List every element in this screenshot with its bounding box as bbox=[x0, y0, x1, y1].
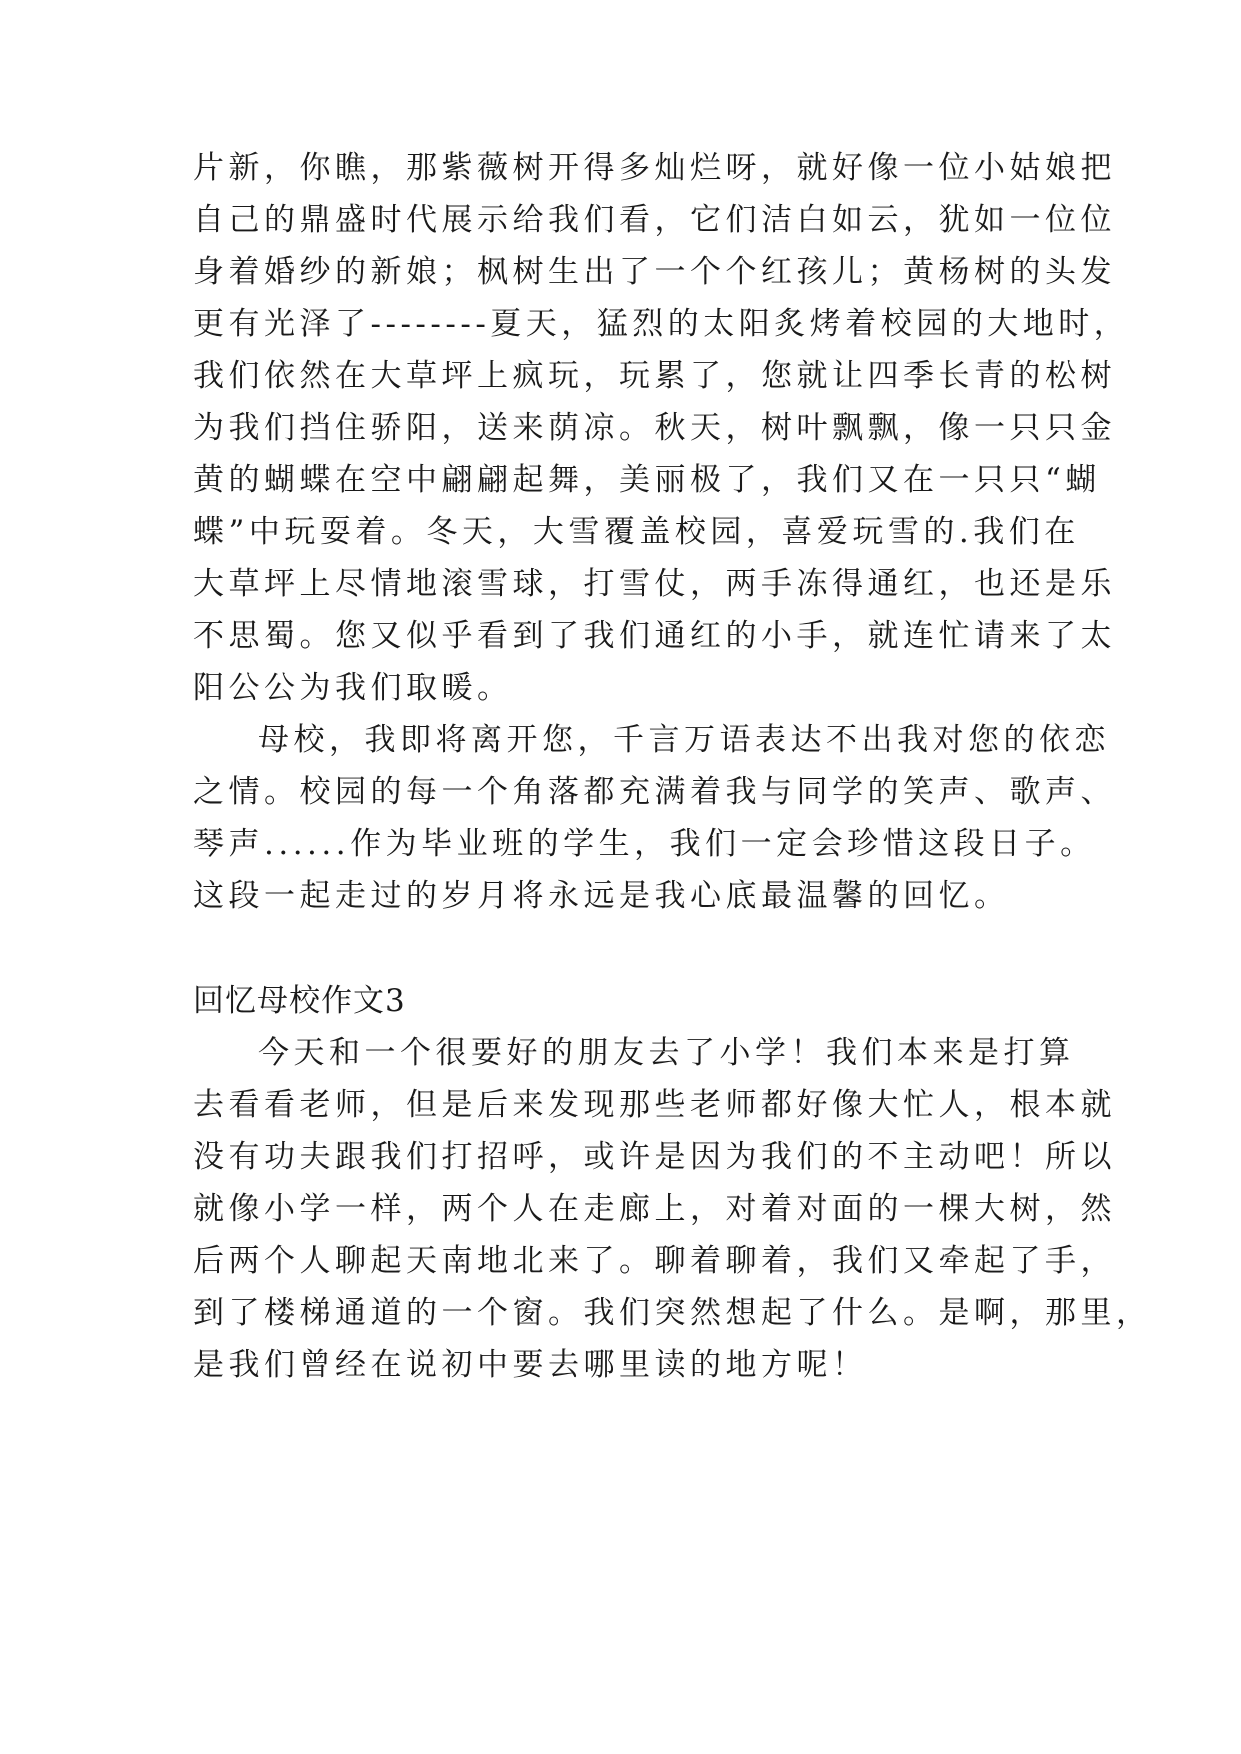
paragraph-line: 琴声......作为毕业班的学生，我们一定会珍惜这段日子。 bbox=[193, 826, 1096, 862]
paragraph-line: 我们依然在大草坪上疯玩，玩累了，您就让四季长青的松树 bbox=[193, 358, 1116, 394]
paragraph-line: 是我们曾经在说初中要去哪里读的地方呢！ bbox=[193, 1347, 868, 1383]
paragraph-line: 母校，我即将离开您，千言万语表达不出我对您的依恋 bbox=[258, 722, 1110, 758]
paragraph-line: 阳公公为我们取暖。 bbox=[193, 670, 513, 706]
paragraph-line: 片新，你瞧，那紫薇树开得多灿烂呀，就好像一位小姑娘把 bbox=[193, 150, 1116, 186]
paragraph-line: 更有光泽了--------夏天，猛烈的太阳炙烤着校园的大地时， bbox=[193, 306, 1130, 342]
paragraph-line: 自己的鼎盛时代展示给我们看，它们洁白如云，犹如一位位 bbox=[193, 202, 1116, 238]
paragraph-line: 到了楼梯通道的一个窗。我们突然想起了什么。是啊，那里， bbox=[193, 1295, 1152, 1331]
paragraph-line: 就像小学一样，两个人在走廊上，对着对面的一棵大树，然 bbox=[193, 1191, 1116, 1227]
paragraph-line: 没有功夫跟我们打招呼，或许是因为我们的不主动吧！所以 bbox=[193, 1139, 1116, 1175]
paragraph-line: 不思蜀。您又似乎看到了我们通红的小手，就连忙请来了太 bbox=[193, 618, 1116, 654]
section-title: 回忆母校作文3 bbox=[193, 983, 406, 1019]
paragraph-line: 身着婚纱的新娘；枫树生出了一个个红孩儿；黄杨树的头发 bbox=[193, 254, 1116, 290]
paragraph-line: 去看看老师，但是后来发现那些老师都好像大忙人，根本就 bbox=[193, 1087, 1116, 1123]
paragraph-line: 大草坪上尽情地滚雪球，打雪仗，两手冻得通红，也还是乐 bbox=[193, 566, 1116, 602]
paragraph-line: 蝶”中玩耍着。冬天，大雪覆盖校园，喜爱玩雪的.我们在 bbox=[193, 514, 1080, 550]
paragraph-line: 为我们挡住骄阳，送来荫凉。秋天，树叶飘飘，像一只只金 bbox=[193, 410, 1116, 446]
paragraph-line: 之情。校园的每一个角落都充满着我与同学的笑声、歌声、 bbox=[193, 774, 1116, 810]
paragraph-line: 后两个人聊起天南地北来了。聊着聊着，我们又牵起了手， bbox=[193, 1243, 1116, 1279]
paragraph-line: 今天和一个很要好的朋友去了小学！我们本来是打算 bbox=[258, 1035, 1075, 1071]
paragraph-line: 黄的蝴蝶在空中翩翩起舞，美丽极了，我们又在一只只“蝴 bbox=[193, 462, 1101, 498]
paragraph-line: 这段一起走过的岁月将永远是我心底最温馨的回忆。 bbox=[193, 878, 1010, 914]
